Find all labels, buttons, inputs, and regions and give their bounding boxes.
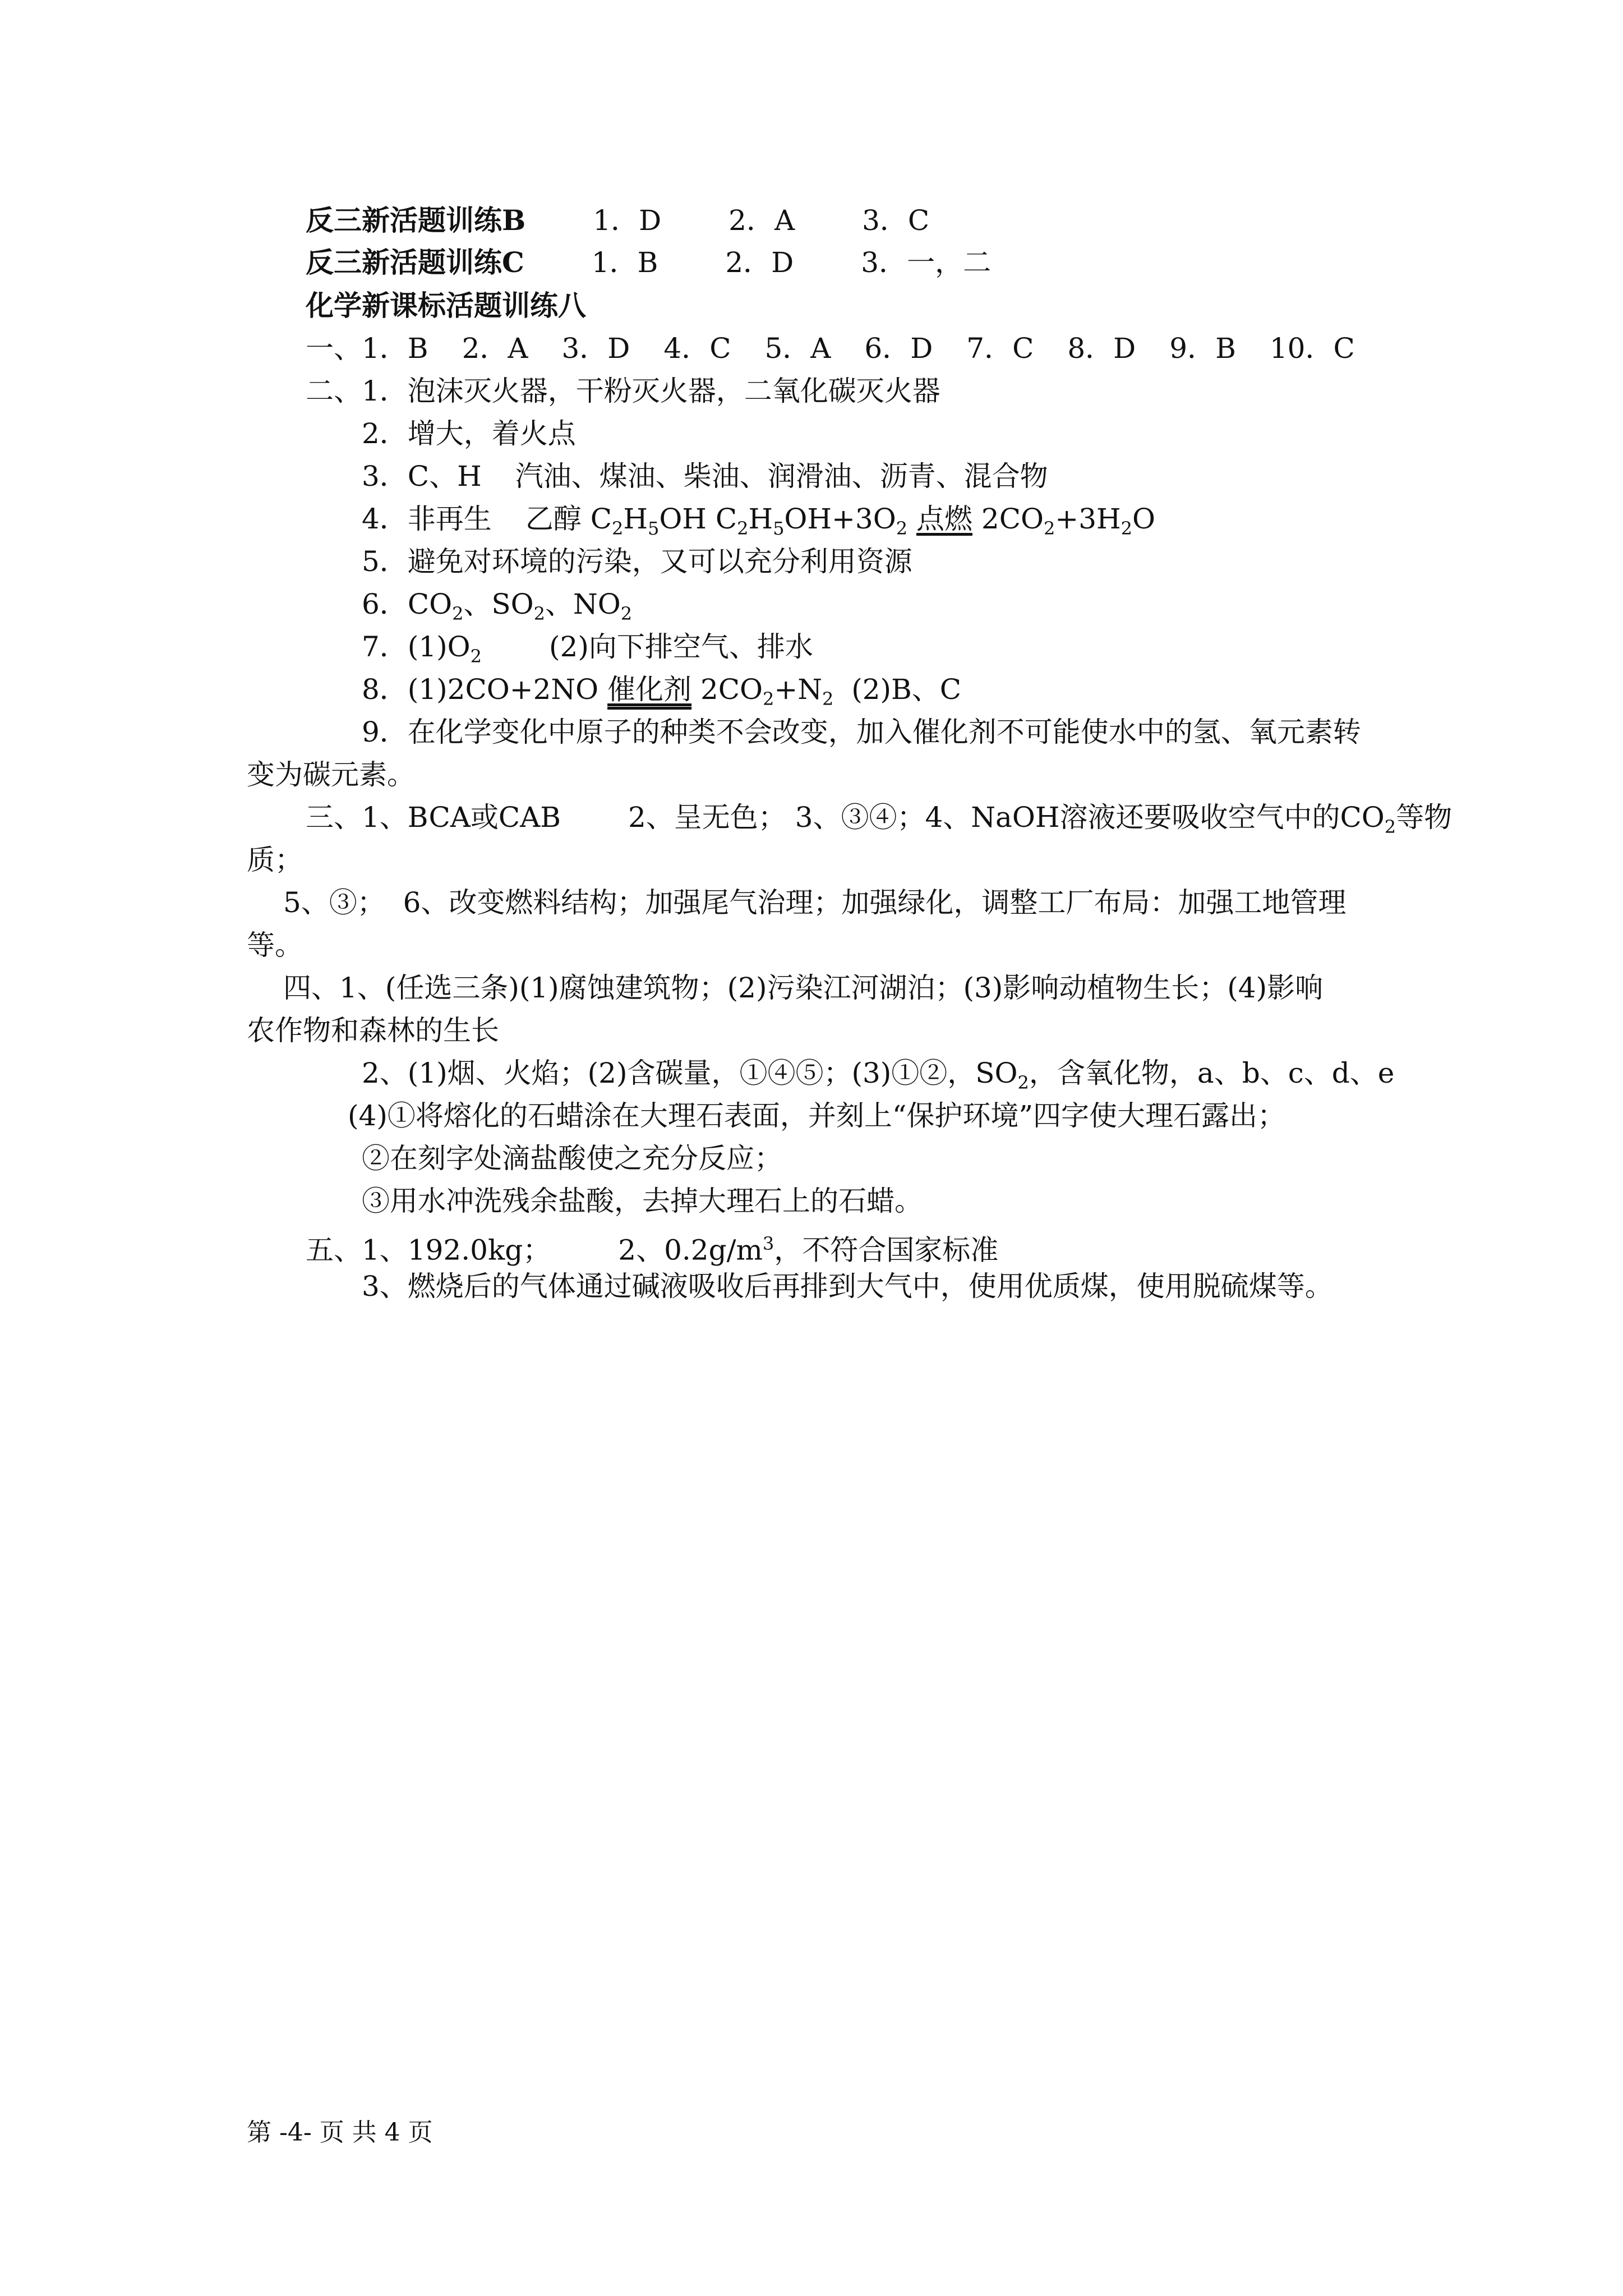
oxygen-formula: $O_2$ — [447, 631, 482, 667]
part1-answer: 4．C — [663, 332, 731, 365]
part3-line3 — [283, 886, 1346, 919]
part2-q7-a: 7．(1) — [362, 631, 448, 663]
reaction-condition-ignite: 点燃 — [916, 503, 972, 535]
part2-q4-type: 4．非再生 — [362, 503, 492, 535]
part1-answer: 2．A — [462, 332, 528, 365]
page-footer: 第 -4- 页 共 4 页 — [247, 2118, 433, 2147]
ethanol-formula: $C_2H_5OH$ — [590, 503, 707, 539]
part5-line2: 3、燃烧后的气体通过碱液吸收后再排到大气中，使用优质煤，使用脱硫煤等。 — [362, 1270, 1333, 1303]
part4-q2-b: ，含氧化物，a、b、c、d、e — [1029, 1057, 1395, 1089]
line-training-b — [306, 204, 929, 237]
part4-q2-a: 2、(1)烟、火焰；(2)含碳量，①④⑤；(3)①②， — [362, 1057, 976, 1089]
part1-answers — [306, 332, 1355, 365]
part2-q8 — [362, 673, 961, 716]
cubic-superscript: 3 — [762, 1233, 774, 1254]
part3-q2: 2、呈无色； — [628, 801, 786, 834]
part5-q1: 五、1、192.0kg； — [306, 1234, 551, 1267]
co2-formula: $CO_2$ — [1340, 801, 1396, 838]
part2-q1 — [306, 374, 940, 408]
part2-q3-products: 汽油、煤油、柴油、润滑油、沥青、混合物 — [515, 460, 1048, 493]
part4-line3 — [362, 1056, 1394, 1099]
training-b-answer-1: 1．D — [593, 204, 662, 237]
training-c-title: 反三新活题训练C — [306, 246, 524, 279]
catalyst-products: $2CO_2+N_2$ — [700, 673, 834, 710]
part2-q9-line1: 9．在化学变化中原子的种类不会改变，加入催化剂不可能使水中的氢、氧元素转 — [362, 716, 1361, 748]
part4-line5: ②在刻字处滴盐酸使之充分反应； — [362, 1142, 782, 1175]
part2-q4-name: 乙醇 — [525, 503, 582, 535]
part3-q6: 6、改变燃料结构；加强尾气治理；加强绿化，调整工厂布局：加强工地管理 — [403, 886, 1347, 919]
part1-answer: 5．A — [764, 332, 831, 365]
part4-line6: ③用水冲洗残余盐酸，去掉大理石上的石蜡。 — [362, 1185, 923, 1217]
part3-q5: 5、③； — [283, 886, 385, 919]
part2-q1-text: 1．泡沫灭火器，干粉灭火器，二氧化碳灭火器 — [362, 375, 940, 407]
part2-q2: 2．增大，着火点 — [362, 417, 576, 450]
part2-q7 — [362, 630, 813, 673]
part1-answer: 3．D — [561, 332, 630, 365]
part2-q3-elements: 3．C、H — [362, 460, 482, 493]
part4-line4: (4)①将熔化的石蜡涂在大理石表面，并刻上“保护环境”四字使大理石露出； — [348, 1099, 1285, 1132]
part1-label: 一、 — [306, 332, 362, 365]
part5-line1 — [306, 1227, 998, 1267]
part1-answer: 7．C — [966, 332, 1034, 365]
part5-q2-end: ，不符合国家标准 — [774, 1234, 999, 1267]
part4-line1: 四、1、(任选三条)(1)腐蚀建筑物；(2)污染江河湖泊；(3)影响动植物生长；(4)影响 — [283, 972, 1324, 1004]
line-training-c — [306, 246, 991, 279]
part2-q3 — [362, 459, 1048, 493]
reaction-condition-catalyst: 催化剂 — [607, 673, 692, 706]
training-b-title: 反三新活题训练B — [306, 204, 526, 237]
part3-line4: 等。 — [247, 929, 303, 961]
part1-answer: 6．D — [864, 332, 933, 365]
part1-answer: 1．B — [362, 332, 428, 365]
training-b-answer-3: 3．C — [862, 204, 930, 237]
training-c-answer-3: 3．一，二 — [861, 246, 992, 279]
part2-q6 — [362, 587, 632, 631]
combustion-equation: $C_2H_5OH+3O_2$ 点燃 $2CO_2+3H_2O$ — [715, 503, 1155, 539]
part2-q5: 5．避免对环境的污染，又可以充分利用资源 — [362, 545, 912, 578]
part3-line1-end: 等物 — [1396, 801, 1453, 834]
training-c-answer-2: 2．D — [725, 246, 794, 279]
part3-line2: 质； — [247, 844, 303, 876]
so2-formula: $SO_2$ — [975, 1057, 1029, 1093]
part2-q6-num: 6． — [362, 588, 408, 620]
part4-line2: 农作物和森林的生长 — [247, 1014, 499, 1047]
part2-label: 二、 — [306, 375, 362, 407]
part3-q3-q4: 3、③④；4、NaOH溶液还要吸收空气中的 — [795, 801, 1340, 834]
part2-q9-line2: 变为碳元素。 — [247, 758, 415, 791]
training-b-answer-2: 2．A — [728, 204, 795, 237]
part2-q8-a: 8．(1)2CO+2NO — [362, 673, 599, 706]
part2-q8-b: (2)B、C — [851, 673, 962, 706]
part2-q4 — [362, 502, 1155, 545]
gas-list: $CO_2$、$SO_2$、$NO_2$ — [407, 588, 633, 624]
part1-answer: 10．C — [1269, 332, 1355, 365]
part3-q1: 三、1、BCA或CAB — [306, 801, 561, 834]
part1-answer: 9．B — [1169, 332, 1236, 365]
training-c-answer-1: 1．B — [591, 246, 658, 279]
part5-q2: 2、0.2g/m — [618, 1234, 763, 1267]
part2-q7-b: (2)向下排空气、排水 — [549, 631, 813, 663]
section-title: 化学新课标活题训练八 — [306, 289, 586, 322]
part1-answer: 8．D — [1067, 332, 1136, 365]
part3-line1 — [306, 800, 1452, 844]
